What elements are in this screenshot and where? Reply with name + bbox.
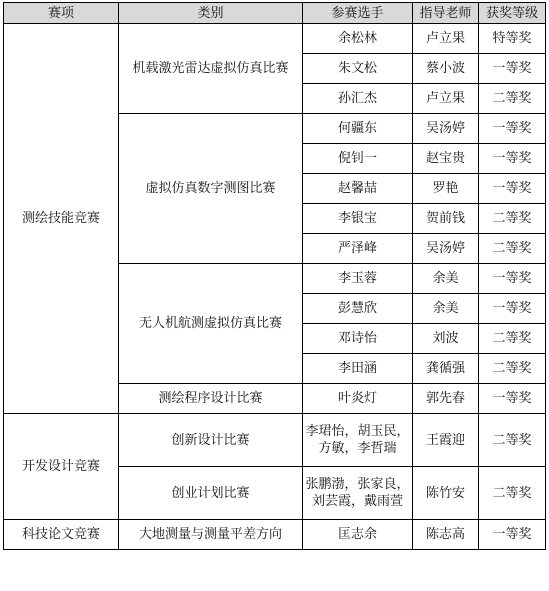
player-cell: 邓诗怡	[303, 324, 413, 354]
teacher-cell: 龚循强	[413, 354, 479, 384]
teacher-cell: 陈志高	[413, 520, 479, 550]
award-cell: 二等奖	[479, 414, 546, 467]
player-cell: 严泽峰	[303, 234, 413, 264]
award-cell: 一等奖	[479, 54, 546, 84]
award-cell: 一等奖	[479, 264, 546, 294]
player-cell: 李田涵	[303, 354, 413, 384]
header-competition: 赛项	[4, 3, 119, 24]
award-cell: 二等奖	[479, 84, 546, 114]
award-cell: 二等奖	[479, 234, 546, 264]
player-cell: 朱文松	[303, 54, 413, 84]
award-cell: 一等奖	[479, 384, 546, 414]
player-cell: 何疆东	[303, 114, 413, 144]
player-cell: 彭慧欣	[303, 294, 413, 324]
teacher-cell: 贺前钱	[413, 204, 479, 234]
award-cell: 特等奖	[479, 24, 546, 54]
award-cell: 一等奖	[479, 114, 546, 144]
player-cell: 孙汇杰	[303, 84, 413, 114]
teacher-cell: 吴汤婷	[413, 114, 479, 144]
table-row	[4, 520, 546, 550]
header-player: 参赛选手	[303, 3, 413, 24]
player-cell: 李珺怡，胡玉民，方敏，李哲瑞	[303, 414, 413, 467]
competition-cell: 科技论文竞赛	[4, 520, 119, 550]
teacher-cell: 卢立果	[413, 24, 479, 54]
awards-table	[3, 2, 546, 550]
player-cell: 张鹏渤，张家良，刘芸霞，戴雨萱	[303, 467, 413, 520]
player-cell: 赵馨喆	[303, 174, 413, 204]
teacher-cell: 赵宝贵	[413, 144, 479, 174]
table-row	[4, 24, 546, 54]
award-cell: 二等奖	[479, 467, 546, 520]
teacher-cell: 余美	[413, 294, 479, 324]
teacher-cell: 蔡小波	[413, 54, 479, 84]
player-cell: 倪钊一	[303, 144, 413, 174]
player-cell: 李玉蓉	[303, 264, 413, 294]
header-teacher: 指导老师	[413, 3, 479, 24]
award-cell: 一等奖	[479, 520, 546, 550]
competition-cell: 测绘技能竞赛	[4, 24, 119, 414]
category-cell: 创新设计比赛	[119, 414, 303, 467]
awards-table-container	[3, 2, 546, 550]
teacher-cell: 刘波	[413, 324, 479, 354]
award-cell: 二等奖	[479, 354, 546, 384]
player-cell: 匡志余	[303, 520, 413, 550]
award-cell: 一等奖	[479, 144, 546, 174]
header-category: 类别	[119, 3, 303, 24]
player-cell: 李银宝	[303, 204, 413, 234]
category-cell: 大地测量与测量平差方向	[119, 520, 303, 550]
header-row	[4, 3, 546, 24]
award-cell: 一等奖	[479, 174, 546, 204]
teacher-cell: 卢立果	[413, 84, 479, 114]
category-cell: 虚拟仿真数字测图比赛	[119, 114, 303, 264]
player-cell: 叶炎灯	[303, 384, 413, 414]
award-cell: 一等奖	[479, 294, 546, 324]
teacher-cell: 余美	[413, 264, 479, 294]
teacher-cell: 王霞迎	[413, 414, 479, 467]
award-cell: 二等奖	[479, 204, 546, 234]
table-row	[4, 414, 546, 467]
category-cell: 测绘程序设计比赛	[119, 384, 303, 414]
category-cell: 无人机航测虚拟仿真比赛	[119, 264, 303, 384]
competition-cell: 开发设计竞赛	[4, 414, 119, 520]
header-award: 获奖等级	[479, 3, 546, 24]
category-cell: 创业计划比赛	[119, 467, 303, 520]
teacher-cell: 罗艳	[413, 174, 479, 204]
category-cell: 机载激光雷达虚拟仿真比赛	[119, 24, 303, 114]
teacher-cell: 陈竹安	[413, 467, 479, 520]
award-cell: 二等奖	[479, 324, 546, 354]
player-cell: 余松林	[303, 24, 413, 54]
teacher-cell: 郭先春	[413, 384, 479, 414]
teacher-cell: 吴汤婷	[413, 234, 479, 264]
